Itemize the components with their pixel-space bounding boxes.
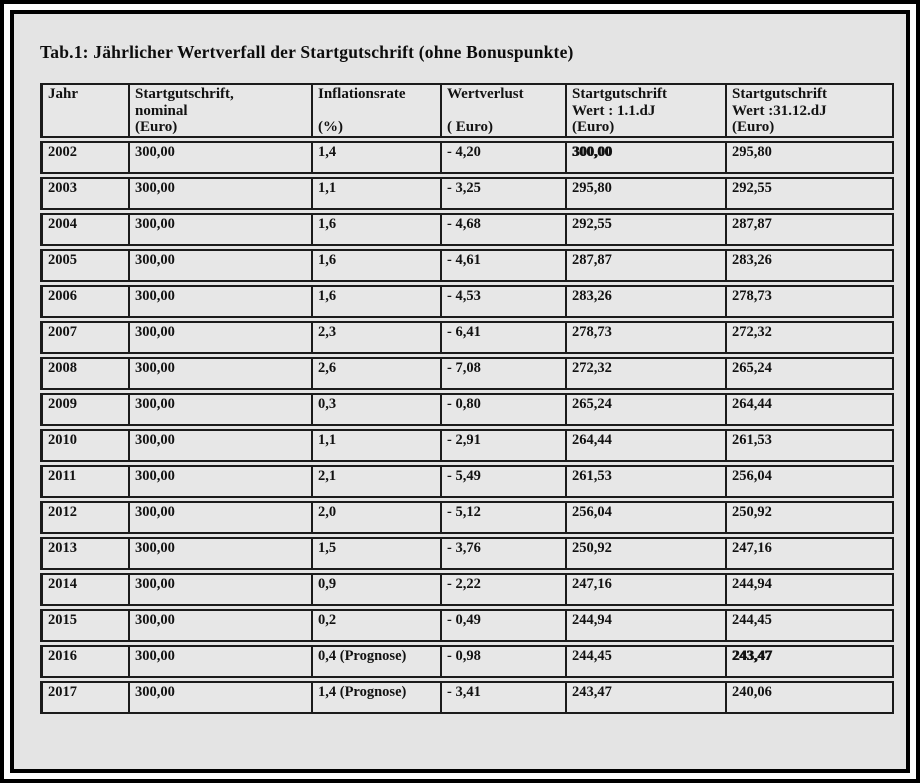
cell-2008-wertverlust: - 7,08 [442, 357, 567, 390]
cell-2014-jahr: 2014 [40, 573, 130, 606]
cell-2016-wertverlust: - 0,98 [442, 645, 567, 678]
column-header-nominal: Startgutschrift, nominal (Euro) [130, 83, 313, 138]
table-row-2011 [40, 465, 894, 498]
cell-2010-inflationsrate: 1,1 [313, 429, 442, 462]
cell-2012-inflationsrate: 2,0 [313, 501, 442, 534]
cell-2006-jahr: 2006 [40, 285, 130, 318]
cell-2013-wert-anfang: 250,92 [567, 537, 727, 570]
cell-2013-wertverlust: - 3,76 [442, 537, 567, 570]
cell-2017-wert-anfang: 243,47 [567, 681, 727, 714]
cell-2003-wert-anfang: 295,80 [567, 177, 727, 210]
cell-2011-wertverlust: - 5,49 [442, 465, 567, 498]
cell-2010-jahr: 2010 [40, 429, 130, 462]
cell-2002-wertverlust: - 4,20 [442, 141, 567, 174]
wertverfall-table [40, 80, 894, 717]
cell-2016-nominal: 300,00 [130, 645, 313, 678]
cell-2015-jahr: 2015 [40, 609, 130, 642]
table-row-2013 [40, 537, 894, 570]
cell-2002-nominal: 300,00 [130, 141, 313, 174]
cell-2015-wert-anfang: 244,94 [567, 609, 727, 642]
cell-2010-wertverlust: - 2,91 [442, 429, 567, 462]
cell-2015-inflationsrate: 0,2 [313, 609, 442, 642]
cell-2003-jahr: 2003 [40, 177, 130, 210]
table-row-2005 [40, 249, 894, 282]
cell-2009-nominal: 300,00 [130, 393, 313, 426]
table-row-2004 [40, 213, 894, 246]
column-header-inflationsrate: Inflationsrate (%) [313, 83, 442, 138]
column-header-wert-anfang: Startgutschrift Wert : 1.1.dJ (Euro) [567, 83, 727, 138]
cell-2006-wert-ende: 278,73 [727, 285, 894, 318]
table-row-2007 [40, 321, 894, 354]
cell-2015-nominal: 300,00 [130, 609, 313, 642]
table-row-2002 [40, 141, 894, 174]
column-header-jahr: Jahr [40, 83, 130, 138]
cell-2008-nominal: 300,00 [130, 357, 313, 390]
cell-2004-jahr: 2004 [40, 213, 130, 246]
cell-2011-nominal: 300,00 [130, 465, 313, 498]
cell-2003-wert-ende: 292,55 [727, 177, 894, 210]
column-header-wert-ende: Startgutschrift Wert :31.12.dJ (Euro) [727, 83, 894, 138]
cell-2013-jahr: 2013 [40, 537, 130, 570]
cell-2004-inflationsrate: 1,6 [313, 213, 442, 246]
cell-2011-jahr: 2011 [40, 465, 130, 498]
table-body [40, 141, 894, 714]
cell-2002-wert-anfang: 300,00 [567, 141, 727, 174]
header-row [40, 83, 894, 138]
cell-2004-wert-ende: 287,87 [727, 213, 894, 246]
cell-2012-nominal: 300,00 [130, 501, 313, 534]
table-row-2003 [40, 177, 894, 210]
cell-2007-jahr: 2007 [40, 321, 130, 354]
cell-2011-inflationsrate: 2,1 [313, 465, 442, 498]
table-row-2015 [40, 609, 894, 642]
cell-2017-wert-ende: 240,06 [727, 681, 894, 714]
cell-2016-inflationsrate: 0,4 (Prognose) [313, 645, 442, 678]
cell-2009-wert-ende: 264,44 [727, 393, 894, 426]
cell-2017-inflationsrate: 1,4 (Prognose) [313, 681, 442, 714]
cell-2005-wertverlust: - 4,61 [442, 249, 567, 282]
cell-2006-nominal: 300,00 [130, 285, 313, 318]
cell-2014-nominal: 300,00 [130, 573, 313, 606]
cell-2008-wert-anfang: 272,32 [567, 357, 727, 390]
cell-2003-inflationsrate: 1,1 [313, 177, 442, 210]
table-row-2014 [40, 573, 894, 606]
cell-2014-wertverlust: - 2,22 [442, 573, 567, 606]
cell-2010-wert-anfang: 264,44 [567, 429, 727, 462]
cell-2016-wert-anfang: 244,45 [567, 645, 727, 678]
cell-2017-wertverlust: - 3,41 [442, 681, 567, 714]
cell-2010-wert-ende: 261,53 [727, 429, 894, 462]
cell-2013-wert-ende: 247,16 [727, 537, 894, 570]
table-row-2016 [40, 645, 894, 678]
cell-2014-inflationsrate: 0,9 [313, 573, 442, 606]
table-row-2012 [40, 501, 894, 534]
cell-2012-wert-ende: 250,92 [727, 501, 894, 534]
cell-2015-wertverlust: - 0,49 [442, 609, 567, 642]
table-row-2017 [40, 681, 894, 714]
cell-2005-nominal: 300,00 [130, 249, 313, 282]
cell-2003-nominal: 300,00 [130, 177, 313, 210]
cell-2009-wert-anfang: 265,24 [567, 393, 727, 426]
cell-2013-nominal: 300,00 [130, 537, 313, 570]
cell-2012-jahr: 2012 [40, 501, 130, 534]
cell-2017-nominal: 300,00 [130, 681, 313, 714]
cell-2009-jahr: 2009 [40, 393, 130, 426]
cell-2007-inflationsrate: 2,3 [313, 321, 442, 354]
cell-2008-wert-ende: 265,24 [727, 357, 894, 390]
cell-2004-wert-anfang: 292,55 [567, 213, 727, 246]
cell-2003-wertverlust: - 3,25 [442, 177, 567, 210]
table-row-2008 [40, 357, 894, 390]
cell-2017-jahr: 2017 [40, 681, 130, 714]
cell-2016-jahr: 2016 [40, 645, 130, 678]
content-panel [10, 10, 910, 773]
cell-2004-wertverlust: - 4,68 [442, 213, 567, 246]
cell-2010-nominal: 300,00 [130, 429, 313, 462]
cell-2006-inflationsrate: 1,6 [313, 285, 442, 318]
cell-2008-jahr: 2008 [40, 357, 130, 390]
cell-2011-wert-ende: 256,04 [727, 465, 894, 498]
table-row-2006 [40, 285, 894, 318]
cell-2005-inflationsrate: 1,6 [313, 249, 442, 282]
cell-2005-wert-ende: 283,26 [727, 249, 894, 282]
table-row-2009 [40, 393, 894, 426]
cell-2006-wertverlust: - 4,53 [442, 285, 567, 318]
cell-2005-wert-anfang: 287,87 [567, 249, 727, 282]
cell-2004-nominal: 300,00 [130, 213, 313, 246]
cell-2008-inflationsrate: 2,6 [313, 357, 442, 390]
cell-2002-inflationsrate: 1,4 [313, 141, 442, 174]
cell-2006-wert-anfang: 283,26 [567, 285, 727, 318]
cell-2007-nominal: 300,00 [130, 321, 313, 354]
cell-2007-wert-ende: 272,32 [727, 321, 894, 354]
cell-2012-wert-anfang: 256,04 [567, 501, 727, 534]
cell-2002-jahr: 2002 [40, 141, 130, 174]
cell-2007-wertverlust: - 6,41 [442, 321, 567, 354]
table-title: Tab.1: Jährlicher Wertverfall der Startgutschrift (ohne Bonuspunkte) [40, 42, 574, 62]
cell-2013-inflationsrate: 1,5 [313, 537, 442, 570]
cell-2012-wertverlust: - 5,12 [442, 501, 567, 534]
cell-2002-wert-ende: 295,80 [727, 141, 894, 174]
cell-2016-wert-ende: 243,47 [727, 645, 894, 678]
cell-2009-inflationsrate: 0,3 [313, 393, 442, 426]
cell-2011-wert-anfang: 261,53 [567, 465, 727, 498]
cell-2007-wert-anfang: 278,73 [567, 321, 727, 354]
cell-2005-jahr: 2005 [40, 249, 130, 282]
cell-2014-wert-ende: 244,94 [727, 573, 894, 606]
cell-2015-wert-ende: 244,45 [727, 609, 894, 642]
table-row-2010 [40, 429, 894, 462]
cell-2014-wert-anfang: 247,16 [567, 573, 727, 606]
cell-2009-wertverlust: - 0,80 [442, 393, 567, 426]
column-header-wertverlust: Wertverlust ( Euro) [442, 83, 567, 138]
